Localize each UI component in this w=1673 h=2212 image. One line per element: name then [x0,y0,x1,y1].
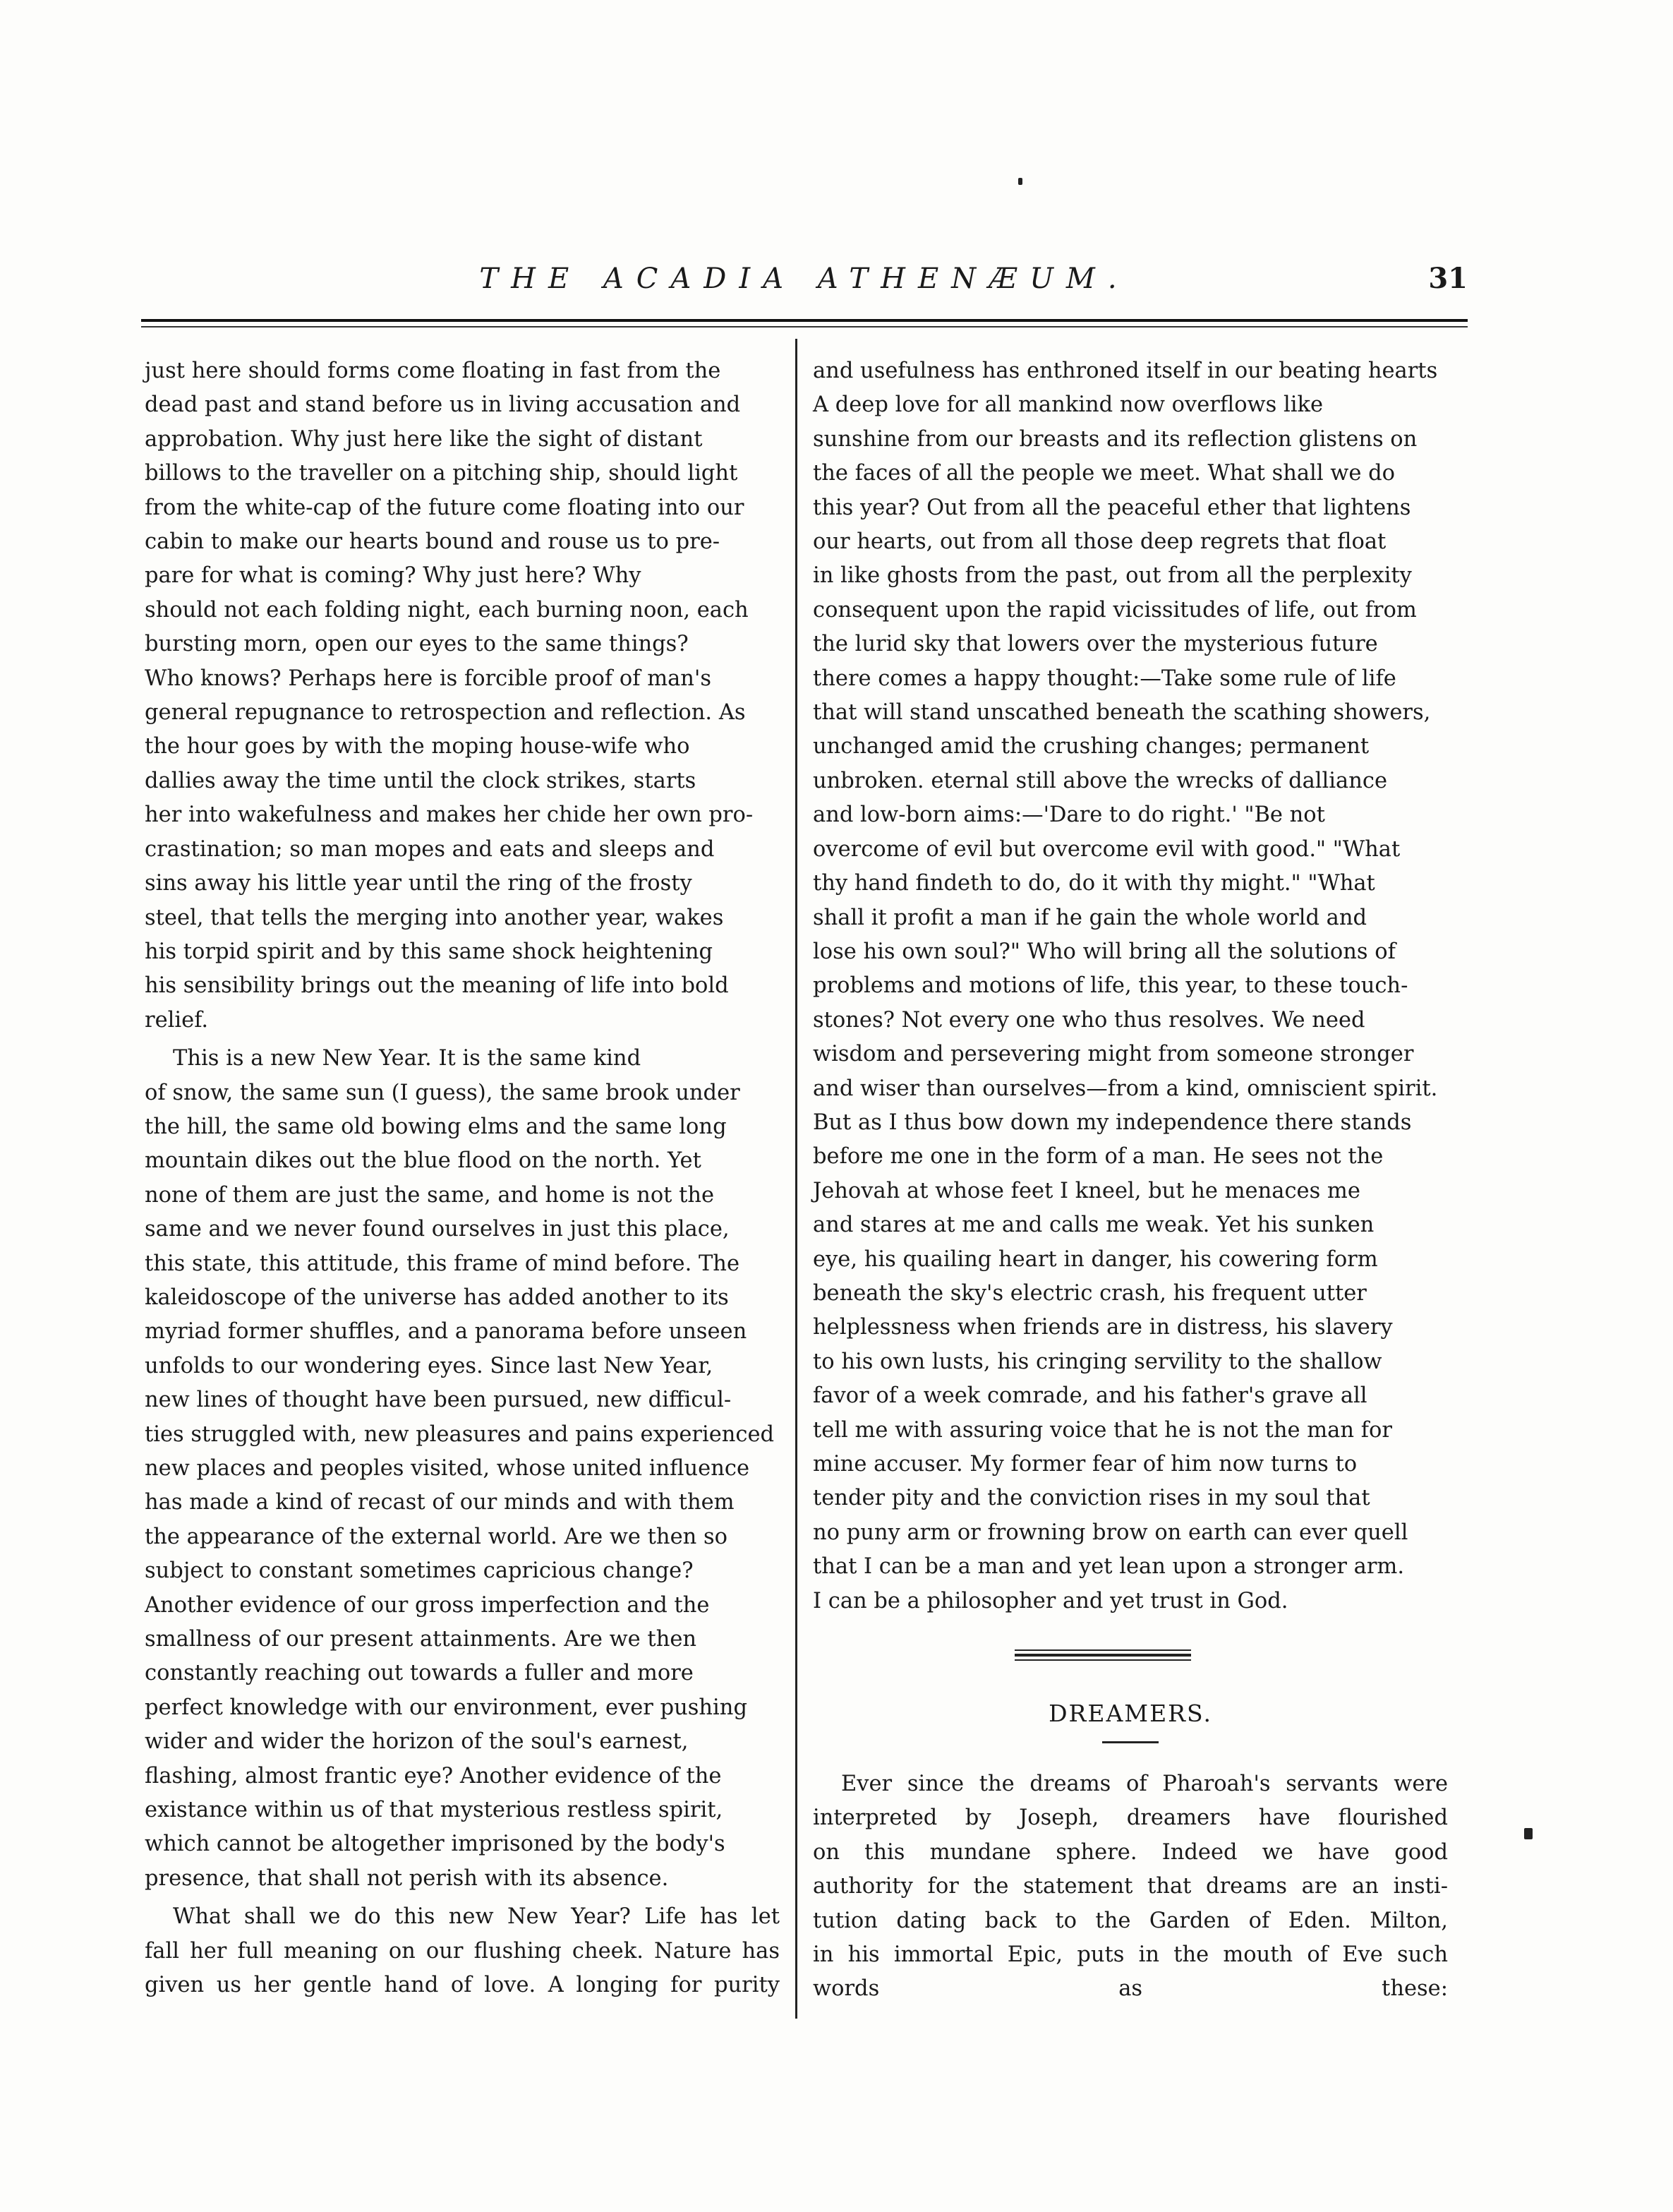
text-line: A deep love for all mankind now overflows like [813,392,1324,418]
text-line: tution dating back to the Garden of Eden. Milton, [813,1908,1448,1933]
text-line: relief. [145,1007,209,1033]
text-line: kaleidoscope of the universe has added another to its [145,1285,729,1310]
text-line: tell me with assuring voice that he is not the man for [813,1417,1392,1443]
text-line: same and we never found ourselves in just this place, [145,1217,730,1242]
text-line: the faces of all the people we meet. What shall we do [813,461,1396,486]
text-line: on this mundane sphere. Indeed we have good [813,1839,1448,1865]
text-line: that I can be a man and yet lean upon a stronger arm. [813,1554,1405,1580]
text-line: this state, this attitude, this frame of mind before. The [145,1251,739,1276]
text-line: her into wakefulness and makes her chide her own pro- [145,803,754,828]
text-line: mine accuser. My former fear of him now turns to [813,1452,1358,1477]
text-line: This is a new New Year. It is the same kind [173,1046,641,1071]
text-line: just here should forms come floating in fast from the [145,359,721,383]
text-line: before me one in the form of a man. He sees not the [813,1144,1384,1170]
text-line: should not each folding night, each burning noon, each [145,597,749,623]
text-line: Jehovah at whose feet I kneel, but he menaces me [813,1178,1360,1203]
text-line: ties struggled with, new pleasures and pains experienced [145,1421,775,1447]
text-line: new lines of thought have been pursued, new difficul- [145,1388,732,1413]
ink-speck [1524,1828,1533,1839]
text-line: unfolds to our wondering eyes. Since last New Year, [145,1353,713,1378]
text-line: thy hand findeth to do, do it with thy might." "What [813,871,1375,896]
text-line: to his own lusts, his cringing servility to the shallow [813,1349,1382,1374]
text-line: dead past and stand before us in living accusation and [145,392,741,418]
text-line: sunshine from our breasts and its reflection glistens on [813,426,1418,452]
text-line: wisdom and persevering might from someone stronger [813,1042,1414,1067]
text-line: mountain dikes out the blue flood on the north. Yet [145,1148,701,1174]
text-line: But as I thus bow down my independence there stands [813,1110,1412,1135]
text-line: subject to constant sometimes capricious change? [145,1558,694,1584]
text-line: the hill, the same old bowing elms and the same long [145,1114,727,1139]
text-line: interpreted by Joseph, dreamers have flourished [813,1805,1448,1831]
text-line: steel, that tells the merging into another year, wakes [145,905,724,930]
section-heading: DREAMERS. [1049,1700,1212,1728]
paragraph [145,1042,780,1896]
text-line: consequent upon the rapid vicissitudes of life, out from [813,597,1417,623]
text-line: billows to the traveller on a pitching ship, should light [145,461,738,486]
text-line: has made a kind of recast of our minds and with them [145,1490,735,1515]
column-divider [795,339,797,2019]
paragraph [813,354,1448,1618]
text-line: none of them are just the same, and home is not the [145,1182,715,1208]
text-line: our hearts, out from all those deep regrets that float [813,529,1387,555]
text-line: in like ghosts from the past, out from all the perplexity [813,563,1412,589]
text-line: myriad former shuffles, and a panorama before unseen [145,1319,747,1345]
text-line: fall her full meaning on our flushing cheek. Nature has [145,1938,780,1964]
text-line: Another evidence of our gross imperfection and the [145,1592,710,1618]
text-line: this year? Out from all the peaceful ether that lightens [813,495,1411,520]
text-line: flashing, almost frantic eye? Another evidence of the [145,1763,722,1789]
text-line: in his immortal Epic, puts in the mouth of Eve such [813,1942,1448,1968]
right-column [813,354,1448,2007]
text-line: his torpid spirit and by this same shock heightening [145,939,713,964]
text-line: What shall we do this new New Year? Life has let [173,1904,780,1930]
text-line: general repugnance to retrospection and reflection. As [145,700,746,726]
text-line: constantly reaching out towards a fuller and more [145,1661,694,1686]
text-line: there comes a happy thought:—Take some rule of life [813,666,1396,691]
text-line: the appearance of the external world. Are we then so [145,1524,727,1549]
text-line: existance within us of that mysterious restless spirit, [145,1798,723,1823]
text-line: Ever since the dreams of Pharoah's servants were [841,1772,1448,1797]
text-line: dallies away the time until the clock strikes, starts [145,768,696,793]
ink-speck [1018,178,1022,185]
text-line: sins away his little year until the ring of the frosty [145,871,692,896]
left-column [145,354,780,2003]
journal-title: THE ACADIA ATHENÆUM. [479,263,1130,295]
text-line: bursting morn, open our eyes to the same things? [145,632,689,657]
text-line: and low-born aims:—'Dare to do right.' "Be not [813,803,1325,828]
text-line: stones? Not every one who thus resolves. We need [813,1007,1365,1033]
text-line: favor of a week comrade, and his father's grave all [813,1383,1367,1409]
text-line: no puny arm or frowning brow on earth can ever quell [813,1520,1408,1545]
text-line: wider and wider the horizon of the soul's earnest, [145,1729,689,1755]
text-line: presence, that shall not perish with its absence. [145,1865,669,1891]
text-line: perfect knowledge with our environment, ever pushing [145,1695,747,1720]
text-line: unbroken. eternal still above the wrecks of dalliance [813,768,1388,793]
text-line: authority for the statement that dreams are an insti- [813,1874,1448,1899]
text-line: pare for what is coming? Why just here? Why [145,563,641,589]
text-line: and stares at me and calls me weak. Yet his sunken [813,1213,1375,1238]
text-line: eye, his quailing heart in danger, his cowering form [813,1246,1378,1272]
paragraph [145,354,780,1038]
text-line: of snow, the same sun (I guess), the same brook under [145,1080,740,1105]
text-line: problems and motions of life, this year, to these touch- [813,973,1408,999]
page-number: 31 [1428,262,1468,295]
text-line: which cannot be altogether imprisoned by the body's [145,1832,725,1857]
text-line: approbation. Why just here like the sight of distant [145,426,703,452]
text-line: lose his own soul?" Who will bring all the solutions of [813,939,1396,964]
text-line: the lurid sky that lowers over the mysterious future [813,632,1378,657]
paragraph [145,1900,780,2002]
section-divider [813,1640,1448,1675]
header-rule-thin [141,326,1468,327]
text-line: cabin to make our hearts bound and rouse us to pre- [145,529,720,555]
header-rule [141,319,1468,322]
text-line: helplessness when friends are in distress, his slavery [813,1315,1393,1340]
text-line: that will stand unscathed beneath the scathing showers, [813,700,1431,726]
text-line: new places and peoples visited, whose united influence [145,1456,749,1481]
text-line: words as these: [813,1976,1448,2002]
text-line: crastination; so man mopes and eats and sleeps and [145,836,715,862]
text-line: overcome of evil but overcome evil with good." "What [813,836,1401,862]
text-line: tender pity and the conviction rises in my soul that [813,1486,1370,1511]
text-line: the hour goes by with the moping house-wife who [145,734,690,759]
heading-rule [1102,1741,1159,1743]
text-line: from the white-cap of the future come floating into our [145,495,744,520]
running-head [141,258,1468,300]
text-line: shall it profit a man if he gain the whole world and [813,905,1367,930]
text-line: beneath the sky's electric crash, his frequent utter [813,1280,1367,1306]
text-line: Who knows? Perhaps here is forcible proof of man's [145,666,711,691]
paragraph [813,1767,1448,2007]
text-line: given us her gentle hand of love. A longing for purity [145,1973,780,1998]
text-line: and wiser than ourselves—from a kind, omniscient spirit. [813,1076,1438,1101]
text-line: I can be a philosopher and yet trust in God. [813,1588,1288,1613]
text-line: and usefulness has enthroned itself in our beating hearts [813,359,1438,383]
text-line: unchanged amid the crushing changes; permanent [813,734,1370,759]
text-line: smallness of our present attainments. Are we then [145,1627,697,1652]
text-line: his sensibility brings out the meaning of life into bold [145,973,729,999]
